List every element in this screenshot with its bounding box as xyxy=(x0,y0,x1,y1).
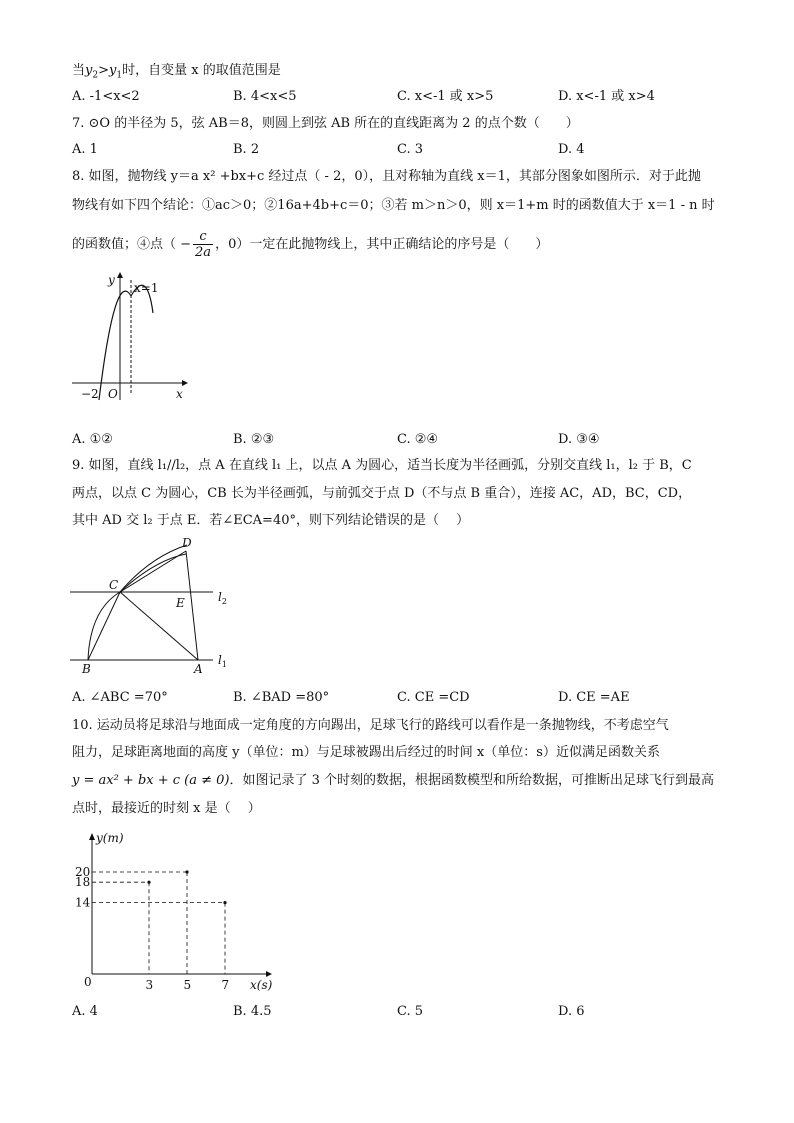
symmetry-label: x=1 xyxy=(134,281,159,295)
line-l1-label: $l_1$ xyxy=(218,653,227,669)
q8-option-c[interactable]: C. ②④ xyxy=(397,432,439,447)
chart-y-axis-arrow xyxy=(89,833,95,840)
q7-stem: 7. ⊙O 的半径为 5，弦 AB＝8，则圆上到弦 AB 所在的直线距离为 2 的点个数（ ） xyxy=(72,116,579,131)
q10-option-b[interactable]: B. 4.5 xyxy=(233,1004,272,1019)
q6-option-a[interactable]: A. -1<x<2 xyxy=(72,89,140,104)
q8-stem-line2: 物线有如下四个结论：①ac＞0；②16a+4b+c＝0；③若 m＞n＞0，则 x＝1+m 时的函数值大于 x＝1 - n 时 xyxy=(72,198,715,213)
x-axis-label: x xyxy=(176,387,183,401)
q10-stem-line1: 10. 运动员将足球沿与地面成一定角度的方向踢出，足球飞行的路线可以看作是一条抛物线，不考虑空气 xyxy=(72,718,669,733)
data-point-7 xyxy=(223,901,226,904)
segment-ad xyxy=(186,551,198,660)
segment-bc xyxy=(88,592,120,660)
q10-stem-line3: y = ax² + bx + c (a ≠ 0)．如图记录了 3 个时刻的数据，根据函数模型和所给数据，可推断出足球飞行到最高 xyxy=(72,773,715,788)
q7-option-b[interactable]: B. 2 xyxy=(233,142,260,157)
tick-minus-two: −2 xyxy=(81,387,99,401)
y-axis-label: y xyxy=(108,273,115,287)
x-axis-arrow xyxy=(182,380,188,386)
y-tick-label-18: 18 xyxy=(75,875,91,890)
line-l2-label: $l_2$ xyxy=(218,590,227,606)
q8-option-a[interactable]: A. ①② xyxy=(72,432,113,447)
q6-stem: 当$y_2>y_1$时，自变量 x 的取值范围是 xyxy=(72,63,281,81)
q8-option-d[interactable]: D. ③④ xyxy=(558,432,600,447)
parabola-figure xyxy=(70,270,190,405)
q9-option-b[interactable]: B. ∠BAD =80° xyxy=(233,690,330,705)
segment-cd xyxy=(120,551,186,592)
chart-x-axis-arrow xyxy=(266,971,272,977)
q9-option-c[interactable]: C. CE =CD xyxy=(397,690,470,705)
q10-option-d[interactable]: D. 6 xyxy=(558,1004,585,1019)
height-time-chart xyxy=(60,828,300,1000)
origin-label: O xyxy=(108,387,118,401)
q9-option-d[interactable]: D. CE =AE xyxy=(558,690,630,705)
geometry-figure xyxy=(70,535,240,680)
point-e-label: E xyxy=(176,596,185,610)
q9-option-a[interactable]: A. ∠ABC =70° xyxy=(72,690,168,705)
quadratic-formula: y = ax² + bx + c (a ≠ 0) xyxy=(72,773,230,788)
x-tick-label-3: 3 xyxy=(145,978,154,992)
q7-option-c[interactable]: C. 3 xyxy=(397,142,424,157)
q6-option-b[interactable]: B. 4<x<5 xyxy=(233,89,297,104)
q7-option-a[interactable]: A. 1 xyxy=(72,142,98,157)
q10-stem-line4: 点时，最接近的时刻 x 是（ ） xyxy=(72,801,261,816)
chart-y-axis-label: y(m) xyxy=(96,831,124,845)
chart-origin-label: 0 xyxy=(84,975,92,989)
q6-option-c[interactable]: C. x<-1 或 x>5 xyxy=(397,89,494,104)
q9-stem-line2: 两点，以点 C 为圆心，CB 长为半径画弧，与前弧交于点 D（不与点 B 重合），连接 AC，AD，BC，CD， xyxy=(72,486,692,501)
point-b-label: B xyxy=(82,662,91,676)
point-a-label: A xyxy=(194,662,203,676)
q10-stem-line2: 阻力，足球距离地面的高度 y（单位：m）与足球被踢出后经过的时间 x（单位：s）近似满足函数关系 xyxy=(72,745,660,760)
y-tick-label-20: 20 xyxy=(75,865,91,879)
q9-stem-line1: 9. 如图，直线 l₁//l₂，点 A 在直线 l₁ 上，以点 A 为圆心，适当长度为半径画弧，分别交直线 l₁，l₂ 于 B，C xyxy=(72,458,692,473)
q8-option-b[interactable]: B. ②③ xyxy=(233,432,275,447)
y-axis-arrow xyxy=(117,272,123,278)
q9-stem-line3: 其中 AD 交 l₂ 于点 E．若∠ECA=40°，则下列结论错误的是（ ） xyxy=(72,513,470,528)
q6-option-d[interactable]: D. x<-1 或 x>4 xyxy=(558,89,655,104)
q8-stem-line3: 的函数值；④点（ − $\frac{c}{2a}$ ，0）一定在此抛物线上，其中正确结论的序号是（ ） xyxy=(72,229,549,260)
q10-option-a[interactable]: A. 4 xyxy=(72,1004,98,1019)
point-c-label: C xyxy=(109,578,119,592)
q10-option-c[interactable]: C. 5 xyxy=(397,1004,424,1019)
segment-ca xyxy=(120,592,198,660)
fraction-c-over-2a: $\frac{c}{2a}$ xyxy=(195,229,212,260)
x-tick-label-7: 7 xyxy=(221,978,230,992)
x-tick-label-5: 5 xyxy=(183,978,192,992)
q8-stem-line1: 8. 如图，抛物线 y＝a x² +bx+c 经过点（ - 2，0），且对称轴为直线 x＝1，其部分图象如图所示．对于此抛 xyxy=(72,169,701,184)
point-d-label: D xyxy=(182,536,192,550)
q7-option-d[interactable]: D. 4 xyxy=(558,142,585,157)
chart-x-axis-label: x(s) xyxy=(250,978,273,992)
y-tick-label-14: 14 xyxy=(75,895,91,910)
arc-centered-c xyxy=(120,545,187,592)
